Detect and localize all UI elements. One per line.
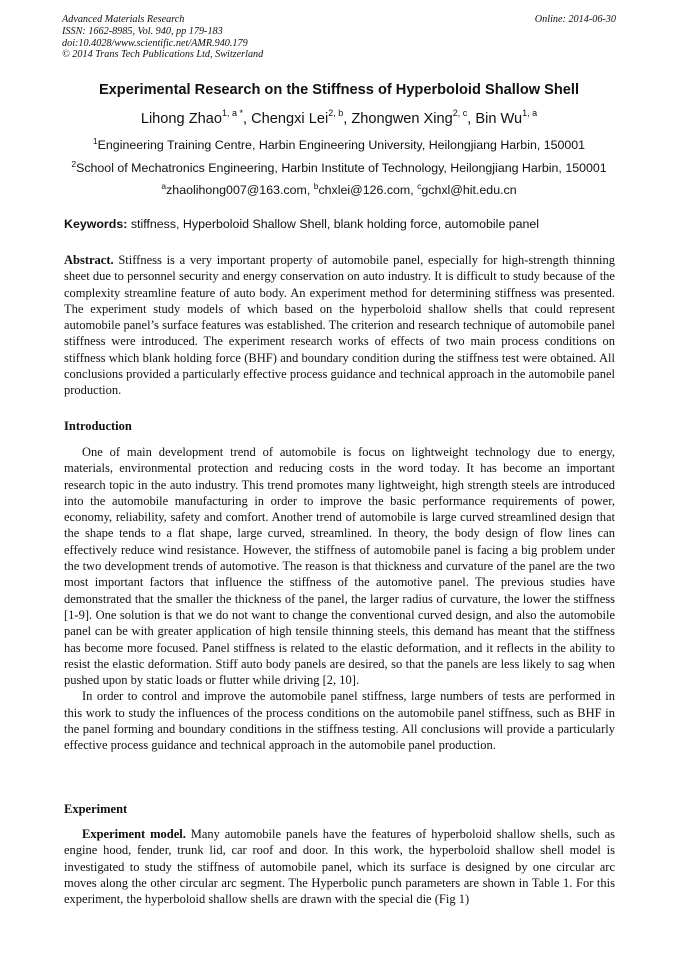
author-sup: 1, a * bbox=[221, 108, 243, 119]
affiliation-2 bbox=[40, 158, 638, 176]
experiment-body bbox=[64, 826, 615, 907]
email-address[interactable]: chxlei@126.com bbox=[318, 183, 411, 197]
keywords-line bbox=[64, 217, 539, 232]
introduction-body bbox=[64, 444, 615, 754]
author-sup: 2, c bbox=[452, 108, 468, 119]
journal-header bbox=[62, 14, 263, 61]
author-sup: 2, b bbox=[328, 108, 344, 119]
affiliation-sup: 2 bbox=[71, 158, 77, 169]
author-name: Chengxi Lei bbox=[251, 111, 329, 127]
affiliation-text: Engineering Training Centre, Harbin Engineering University, Heilongjiang Harbin, 150001 bbox=[97, 138, 586, 152]
introduction-heading: Introduction bbox=[64, 419, 132, 433]
abstract-text: Stiffness is a very important property of automobile panel, especially for high-strength thinning sheet due to personnel security and energy conservation on auto industry. It is difficult to study because of the complexity streamline feature of auto body. An experiment method for determining stiffness was presented. The experiment study models of which based on the hyperboloid shallow shells that could represent automobile panel’s surface features was established. The criterion and research technique of automobile panel stiffness were introduced. The experiment research works of effects of two main process conditions on stiffness which blank holding force (BHF) and boundary condition during the stiffness test were obtained. All conclusions provided a particularly effective process guidance and technical approach in the automobile panel production. bbox=[64, 253, 615, 398]
experiment-model-label: Experiment model. bbox=[82, 827, 186, 841]
experiment-heading: Experiment bbox=[64, 802, 128, 816]
email-address[interactable]: gchxl@hit.edu.cn bbox=[421, 183, 517, 197]
affiliation-text: School of Mechatronics Engineering, Harbin Institute of Technology, Heilongjiang Harbin, 150001 bbox=[76, 161, 607, 175]
keywords-text: stiffness, Hyperboloid Shallow Shell, blank holding force, automobile panel bbox=[130, 217, 540, 231]
email-sup: a bbox=[161, 180, 167, 191]
paper-title: Experimental Research on the Stiffness of Hyperboloid Shallow Shell bbox=[98, 82, 580, 98]
abstract bbox=[64, 252, 615, 399]
author-name: Bin Wu bbox=[475, 111, 523, 127]
email-sup: b bbox=[313, 180, 319, 191]
email-sup: c bbox=[417, 180, 422, 191]
author-name: Zhongwen Xing bbox=[351, 111, 453, 127]
keywords-label: Keywords: bbox=[64, 217, 128, 231]
paragraph: One of main development trend of automobile is focus on lightweight technology due to energy, materials, environmental protection and reducing costs in the word today. It has become an important research topic in the auto industry. This trend promotes many lightweight, high strength steels are introduced into the automobile manufacturing in order to improve the basic performance requirements of power, economy, reliability, safety and comfort. Another trend of automobile is large curved streamlined design that the shape tends to a flat shape, large curved, streamlined. In theory, the body design of flow lines can effectively reduce wind resistance. However, the stiffness of automobile panel is facing a big problem under the two development trends of automotive. The reason is that thickness and curvature of the panel are the two most important factors that influence the stiffness of the automotive panel. The previous studies have demonstrated that the smaller the thickness of the panel, the larger radius of curvature, the lower the stiffness [1-9]. One solution is that we do not want to change the conventional curved design, and also the automobile panel can be with greater application of high tensile thinning steels, this demand has meant that the stiffness has become more focused. Panel stiffness is related to the elastic deformation, and it reflects in the ability to resist the elastic deformation. Stiff auto body panels are desired, so that the panels are less likely to sag when pushed upon by static loads or flutter while driving [2, 10]. bbox=[64, 445, 615, 688]
affiliation-1 bbox=[40, 135, 638, 153]
doi-line[interactable]: doi:10.4028/www.scientific.net/AMR.940.179 bbox=[62, 37, 248, 49]
abstract-label: Abstract. bbox=[64, 253, 114, 267]
copyright-line: © 2014 Trans Tech Publications Ltd, Switzerland bbox=[62, 49, 264, 61]
journal-name: Advanced Materials Research bbox=[62, 14, 185, 25]
email-list: $^a$zhaolihong007@163.com, $^b$chxlei@126.com, $^c$gchxl@hit.edu.cn bbox=[161, 180, 517, 197]
issn-line: ISSN: 1662-8985, Vol. 940, pp 179-183 bbox=[62, 25, 223, 37]
affiliation-sup: 1 bbox=[92, 135, 98, 146]
author-name: Lihong Zhao bbox=[140, 111, 222, 127]
email-address[interactable]: zhaolihong007@163.com bbox=[166, 183, 307, 197]
author-sup: 1, a bbox=[522, 108, 538, 119]
online-date: Online: 2014-06-30 bbox=[534, 14, 616, 25]
paragraph: In order to control and improve the automobile panel stiffness, large numbers of tests are performed in this work to study the influences of the process conditions on the automobile panel stiffness, such as BHF in the panel forming and boundary conditions in the stiffness testing. All conclusions will provide a particularly effective process guidance and technical approach in the automobile panel production. bbox=[64, 689, 615, 753]
author-list: Lihong Zhao$^{1, a *}$, Chengxi Lei$^{2, b}$, Zhongwen Xing$^{2, c}$, Bin Wu$^{1, a}$ bbox=[140, 108, 538, 127]
experiment-text: Many automobile panels have the features of hyperboloid shallow shells, such as engine hood, fender, trunk lid, car roof and door. In this work, the hyperboloid shallow shell model is investigated to study the stiffness of automobile panel, which its surface is designed by one circular arc moves along the other circular arc segment. The Hyperbolic punch parameters are shown in Table 1. For this experiment, the hyperboloid shallow shells are drawn with the special die (Fig 1) bbox=[64, 827, 615, 907]
